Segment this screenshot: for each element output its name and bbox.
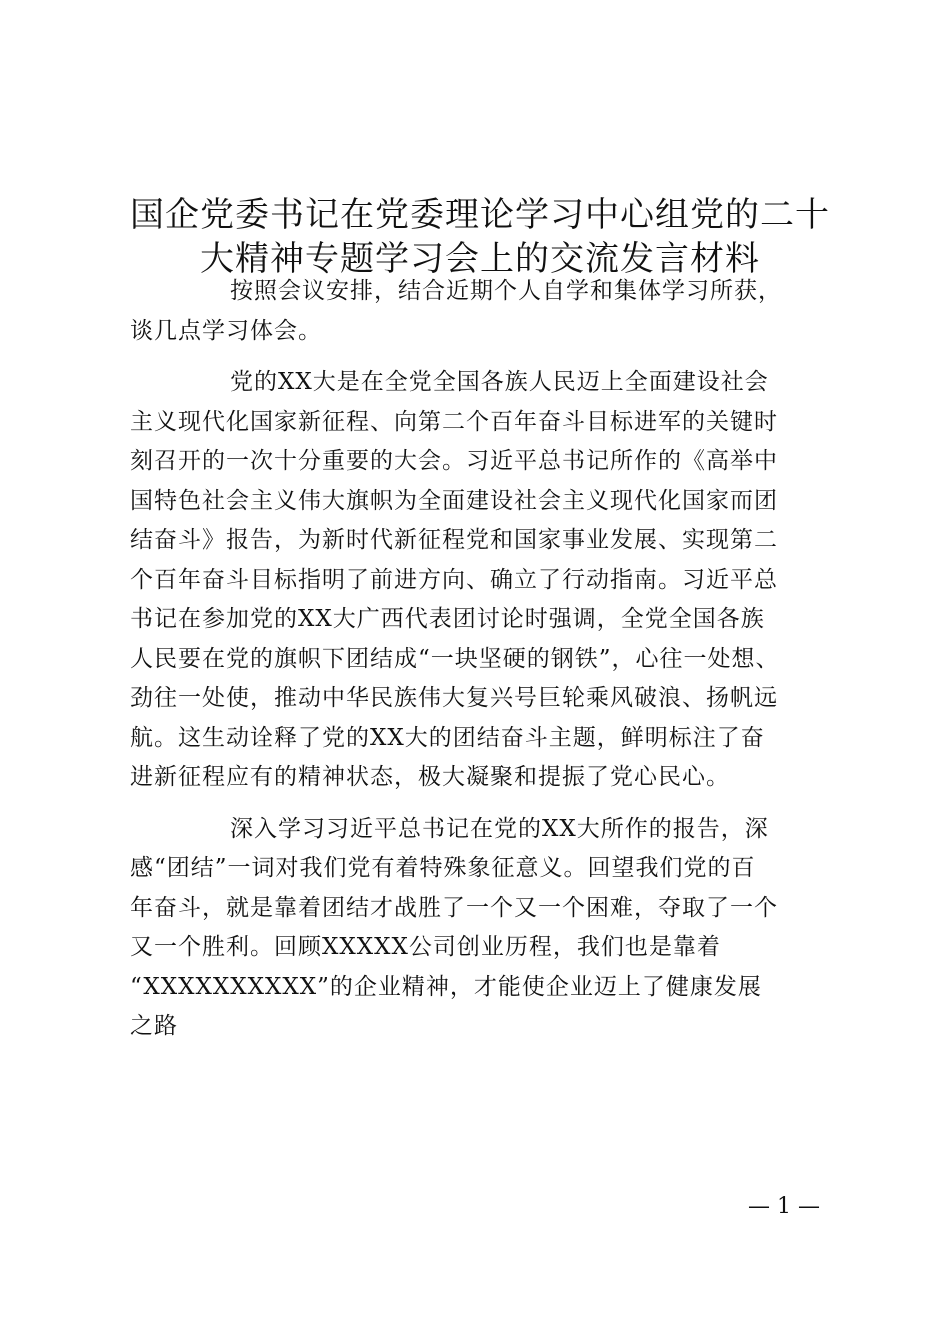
- paragraph-line: 进新征程应有的精神状态，极大凝聚和提振了党心民心。: [130, 764, 730, 790]
- title-line-2: 大精神专题学习会上的交流发言材料: [200, 238, 760, 279]
- paragraph-line: 感“团结”一词对我们党有着特殊象征意义。回望我们党的百: [130, 855, 756, 881]
- paragraph-line: 人民要在党的旗帜下团结成“一块坚硬的钢铁”，心往一处想、: [130, 645, 780, 672]
- paragraph-line: 书记在参加党的XX大广西代表团讨论时强调，全党全国各族: [130, 606, 765, 632]
- paragraph-line: 航。这生动诠释了党的XX大的团结奋斗主题，鲜明标注了奋: [130, 724, 765, 751]
- paragraph-unity: [130, 810, 835, 1047]
- paragraph-intro: [130, 272, 835, 351]
- paragraph-line: 主义现代化国家新征程、向第二个百年奋斗目标进军的关键时: [130, 408, 778, 435]
- paragraph-line: 深入学习习近平总书记在党的XX大所作的报告，深: [230, 815, 769, 842]
- paragraph-line: 个百年奋斗目标指明了前进方向、确立了行动指南。习近平总: [130, 566, 778, 593]
- paragraph-line: 之路: [130, 1013, 178, 1039]
- paragraph-line: 年奋斗，就是靠着团结才战胜了一个又一个困难，夺取了一个: [130, 894, 778, 921]
- title-line-1: 国企党委书记在党委理论学习中心组党的二十: [130, 194, 830, 235]
- paragraph-gap: [130, 798, 835, 810]
- paragraph-line: 党的XX大是在全党全国各族人民迈上全面建设社会: [230, 369, 769, 395]
- paragraph-line: 按照会议安排，结合近期个人自学和集体学习所获，: [230, 278, 782, 304]
- paragraph-line: 刻召开的一次十分重要的大会。习近平总书记所作的《高举中: [130, 448, 778, 474]
- paragraph-line: 又一个胜利。回顾XXXXX公司创业历程，我们也是靠着: [130, 934, 721, 960]
- paragraph-line: 谈几点学习体会。: [130, 317, 322, 344]
- page-number: — 1 —: [748, 1194, 820, 1219]
- paragraph-line: 国特色社会主义伟大旗帜为全面建设社会主义现代化国家而团: [130, 487, 778, 514]
- paragraph-congress: [130, 363, 835, 798]
- document-title: [120, 193, 840, 281]
- paragraph-gap: [130, 351, 835, 363]
- paragraph-line: 劲往一处使，推动中华民族伟大复兴号巨轮乘风破浪、扬帆远: [130, 685, 778, 711]
- paragraph-line: 结奋斗》报告，为新时代新征程党和国家事业发展、实现第二: [130, 527, 778, 553]
- paragraph-line: “XXXXXXXXXX”的企业精神，才能使企业迈上了健康发展: [130, 973, 762, 1000]
- document-body: [130, 272, 835, 1047]
